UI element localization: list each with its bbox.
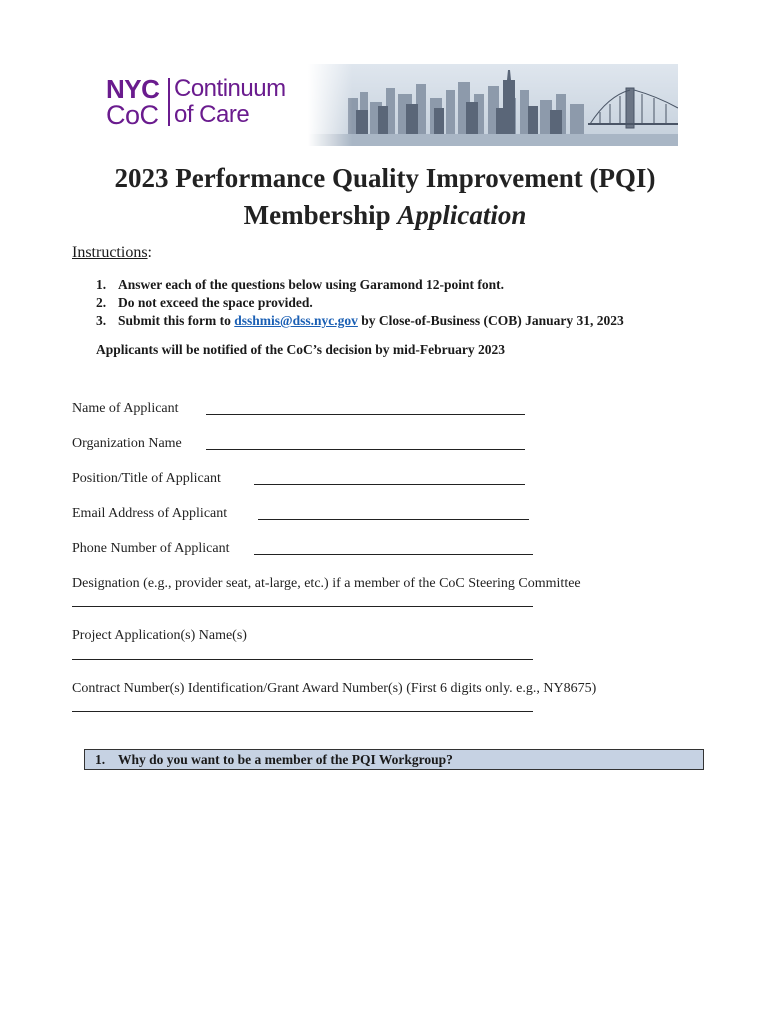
instruction-number: 2.: [96, 295, 107, 310]
title-application: Application: [397, 200, 527, 230]
phone-label: Phone Number of Applicant: [72, 541, 230, 556]
instruction-text: Do not exceed the space provided.: [118, 295, 313, 310]
instruction-text: Submit this form to: [118, 313, 235, 328]
project-label: Project Application(s) Name(s): [72, 628, 247, 643]
designation-label: Designation (e.g., provider seat, at-large, etc.) if a member of the CoC Steering Committee: [72, 576, 581, 591]
email-link[interactable]: dsshmis@dss.nyc.gov: [234, 313, 358, 328]
instructions-heading-text: Instructions: [72, 244, 148, 261]
position-field[interactable]: [254, 484, 525, 485]
project-field[interactable]: [72, 659, 533, 660]
logo-of-care-text: of Care: [174, 101, 250, 128]
nyc-coc-logo: [106, 76, 306, 128]
logo-coc-text: CoC: [106, 100, 159, 130]
contract-label: Contract Number(s) Identification/Grant Award Number(s) (First 6 digits only. e.g., NY8675): [72, 681, 597, 696]
email-field[interactable]: [258, 519, 529, 520]
instruction-number: 3.: [96, 313, 107, 328]
logo-continuum-text: Continuum: [174, 75, 286, 102]
instructions-heading: [72, 244, 152, 262]
contract-field[interactable]: [72, 711, 533, 712]
title-line-1: 2023 Performance Quality Improvement (PQI): [114, 163, 656, 193]
organization-field[interactable]: [206, 449, 525, 450]
phone-field[interactable]: [254, 554, 533, 555]
nyc-skyline-image: [308, 64, 678, 146]
email-label: Email Address of Applicant: [72, 506, 228, 521]
instruction-text-deadline: by Close-of-Business (COB) January 31, 2023: [357, 313, 624, 328]
title-membership: Membership: [243, 200, 398, 230]
instruction-item-2: [96, 294, 313, 312]
notification-note: Applicants will be notified of the CoC’s decision by mid-February 2023: [96, 342, 506, 357]
logo-divider: [168, 78, 170, 126]
logo-nyc-text: NYC: [106, 74, 160, 104]
instructions-heading-colon: :: [147, 244, 152, 261]
question-number: 1.: [95, 752, 106, 767]
instruction-item-3: [96, 312, 624, 330]
instruction-item-1: [96, 276, 504, 294]
designation-field[interactable]: [72, 606, 533, 607]
question-text: Why do you want to be a member of the PQI Workgroup?: [118, 752, 453, 767]
title-line-2: [60, 197, 710, 234]
instruction-number: 1.: [96, 277, 107, 292]
position-label: Position/Title of Applicant: [72, 471, 221, 486]
question-1-header: [84, 749, 704, 770]
organization-label: Organization Name: [72, 436, 182, 451]
instruction-text: Answer each of the questions below using Garamond 12-point font.: [118, 277, 505, 292]
document-title: [60, 160, 710, 234]
name-label: Name of Applicant: [72, 401, 179, 416]
name-field[interactable]: [206, 414, 525, 415]
